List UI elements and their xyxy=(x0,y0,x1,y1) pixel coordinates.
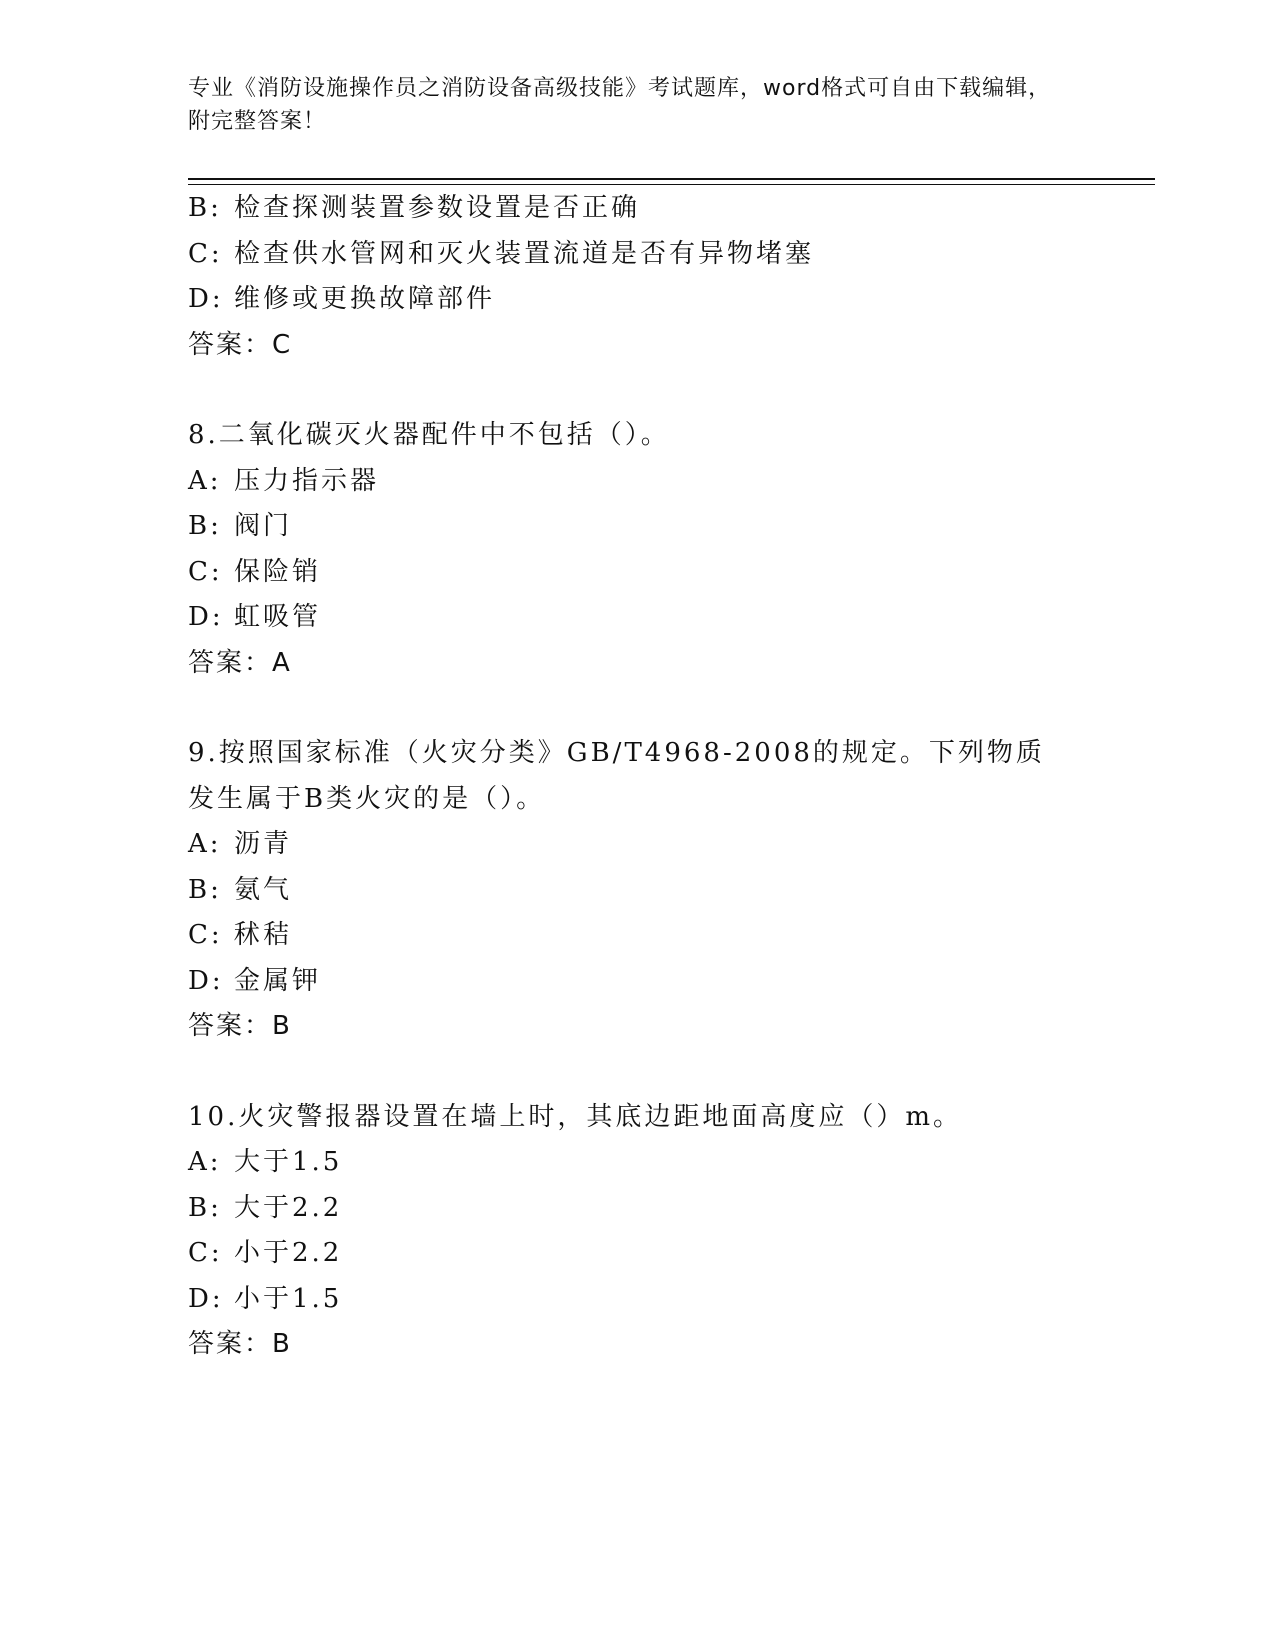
top-options xyxy=(188,186,1088,368)
answer-label: 答案：A xyxy=(188,647,292,678)
option-c: C: 秫秸 xyxy=(188,920,293,950)
question-text: 10.火灾警报器设置在墙上时，其底边距地面高度应（）m。 xyxy=(188,1101,963,1132)
question-text: 9.按照国家标准（火灾分类》GB/T4968-2008的规定。下列物质发生属于B类火灾的是（）。 xyxy=(188,738,1045,814)
question-text: 8.二氧化碳灭火器配件中不包括（）。 xyxy=(188,420,670,450)
header-rule-thin xyxy=(188,184,1155,185)
question-10 xyxy=(188,1095,1088,1368)
option-b: B: 检查探测装置参数设置是否正确 xyxy=(188,193,641,223)
document-header: 专业《消防设施操作员之消防设备高级技能》考试题库，word格式可自由下载编辑，附完整答案！ xyxy=(188,76,1052,134)
option-d: D: 虹吸管 xyxy=(188,602,322,632)
option-a: A: 大于1.5 xyxy=(188,1147,343,1177)
option-c: C: 检查供水管网和灭火装置流道是否有异物堵塞 xyxy=(188,238,815,269)
option-c: C: 保险销 xyxy=(188,556,322,587)
question-8 xyxy=(188,413,1088,686)
option-d: D: 小于1.5 xyxy=(188,1283,343,1314)
option-d: D: 维修或更换故障部件 xyxy=(188,284,496,314)
question-content xyxy=(188,186,1088,1368)
answer-label: 答案：B xyxy=(188,1011,292,1041)
option-b: B: 氨气 xyxy=(188,874,293,905)
option-d: D: 金属钾 xyxy=(188,965,322,996)
question-9 xyxy=(188,731,1088,1050)
option-a: A: 压力指示器 xyxy=(188,465,380,496)
option-b: B: 大于2.2 xyxy=(188,1192,343,1223)
answer-label: 答案：C xyxy=(188,329,293,360)
answer-label: 答案：B xyxy=(188,1329,292,1359)
header-rule-thick xyxy=(188,178,1155,180)
option-b: B: 阀门 xyxy=(188,511,293,541)
option-a: A: 沥青 xyxy=(188,829,293,859)
option-c: C: 小于2.2 xyxy=(188,1238,343,1268)
